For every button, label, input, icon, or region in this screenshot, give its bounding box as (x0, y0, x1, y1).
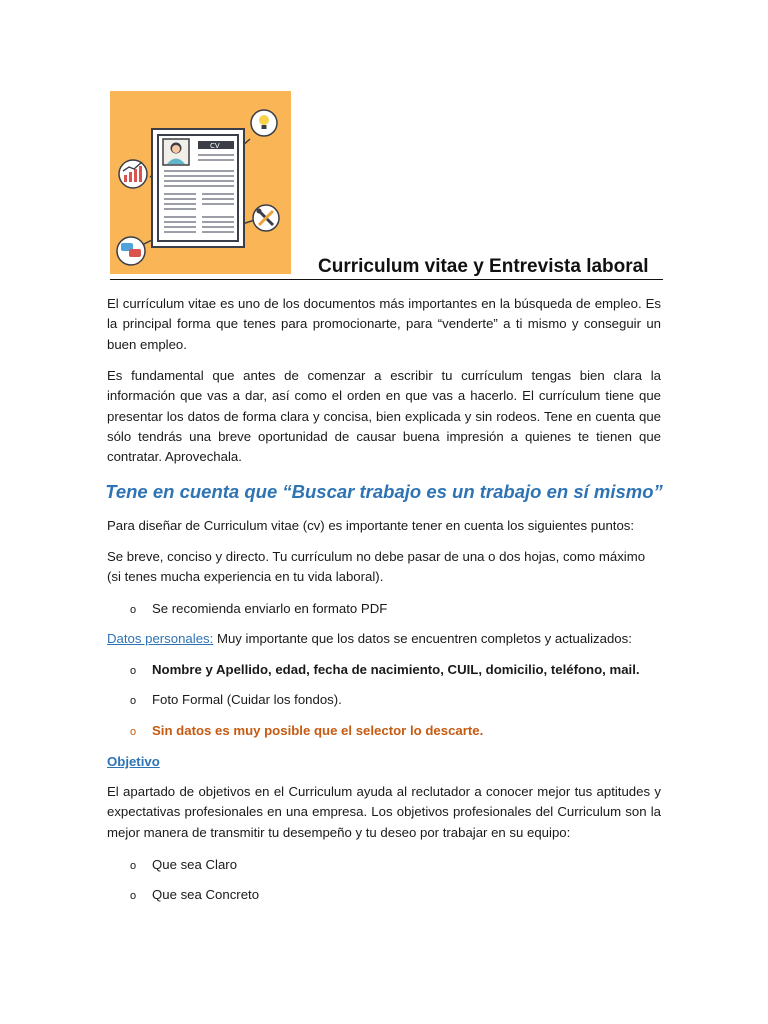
bullet-marker: o (130, 860, 137, 872)
page-title: Curriculum vitae y Entrevista laboral (318, 256, 649, 277)
growth-chart-icon (119, 160, 147, 188)
person-icon (163, 139, 189, 165)
cv-illustration (110, 91, 291, 274)
list-item (130, 599, 660, 620)
intro-paragraph-2: Es fundamental que antes de comenzar a escribir tu currículum tengas bien clara la información que vas a dar, así como el orden en que vas a hacerlo. El currículum tiene que presentar los datos de forma clara y concisa, bien explicada y sin rodeos. Tene en cuenta que sólo tendrás una breve oportunidad de causar buena impresión a quienes te tienen que contratar. Aprovechala. (107, 368, 661, 465)
wrench-icon (253, 205, 279, 231)
list-item (130, 660, 660, 681)
bullet-marker: o (130, 665, 137, 677)
objetivo-heading-line (107, 752, 661, 772)
bullet-marker: o (130, 890, 137, 902)
objetivo-item-1: Que sea Claro (152, 857, 238, 872)
objetivo-paragraph: El apartado de objetivos en el Curriculum ayuda al reclutador a conocer mejor tus aptitudes y expectativas profesionales en una empresa. Los objetivos profesionales del Curriculum son la mejor manera de transmitir tu desempeño y tu deseo por trabajar en su equipo: (107, 784, 661, 840)
bullet-marker: o (130, 726, 137, 738)
datos-item-2: Foto Formal (Cuidar los fondos). (152, 692, 342, 707)
datos-text: Muy importante que los datos se encuentren completos y actualizados: (213, 631, 632, 646)
quote-heading: Tene en cuenta que “Buscar trabajo es un trabajo en sí mismo” (105, 481, 663, 502)
chat-bubbles-icon (117, 237, 145, 265)
list-item (130, 885, 660, 906)
datos-paragraph (107, 629, 661, 649)
list-item (130, 721, 660, 742)
points-intro: Para diseñar de Curriculum vitae (cv) es importante tener en cuenta los siguientes puntos: (107, 518, 635, 533)
intro-paragraph-1: El currículum vitae es uno de los documentos más importantes en la búsqueda de empleo. Es la principal forma que tenes para promocionarte, para “venderte” a ti mismo y conseguir un buen empleo. (107, 296, 661, 352)
list-item (130, 690, 660, 711)
lightbulb-icon (251, 110, 277, 136)
title-rule (110, 279, 663, 280)
datos-item-1: Nombre y Apellido, edad, fecha de nacimiento, CUIL, domicilio, teléfono, mail. (152, 662, 640, 677)
bullet-pdf-text: Se recomienda enviarlo en formato PDF (152, 601, 388, 616)
list-item (130, 855, 660, 876)
objetivo-item-2: Que sea Concreto (152, 887, 260, 902)
cv-label: CV (210, 142, 220, 150)
datos-personales-link[interactable]: Datos personales: (107, 631, 214, 646)
brevity-paragraph: Se breve, conciso y directo. Tu currículum no debe pasar de una o dos hojas, como máximo (si tenes mucha experiencia en tu vida laboral). (107, 549, 646, 585)
datos-item-3: Sin datos es muy posible que el selector lo descarte. (152, 723, 484, 738)
bullet-marker: o (130, 695, 137, 707)
objetivo-link[interactable]: Objetivo (107, 754, 160, 769)
bullet-marker: o (130, 604, 137, 616)
